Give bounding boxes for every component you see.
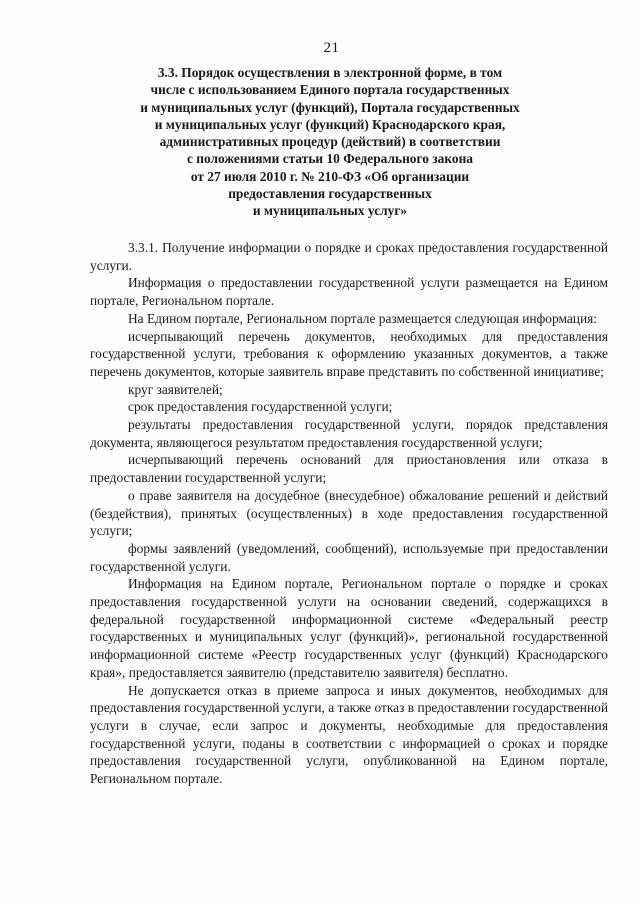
paragraph: Не допускается отказ в приеме запроса и иных документов, необходимых для предоставления государственной услуги, а также отказ в предоставлении государственной услуги в случае, если запрос и документы, необходимые для предоставления государственной услуги, поданы в соответствии с информацией о сроках и порядке предоставления государственной услуги, опубликованной на Едином портале, Региональном портале. [90,682,608,787]
document-body [90,239,608,788]
heading-line: от 27 июля 2010 г. № 210-ФЗ «Об организации [190,168,470,184]
paragraph: исчерпывающий перечень оснований для приостановления или отказа в предоставлении государственной услуги; [90,452,608,486]
paragraph: срок предоставления государственной услуги; [128,399,393,415]
heading-line: и муниципальных услуг (функций), Портала государственных [140,99,520,115]
paragraph: На Едином портале, Региональном портале размещается следующая информация: [128,310,597,326]
paragraph: формы заявлений (уведомлений, сообщений), используемые при предоставлении государственной услуги. [90,540,608,574]
heading-line: числе с использованием Единого портала государственных [150,82,510,98]
heading-line: и муниципальных услуг (функций) Краснодарского края, [154,116,506,132]
section-heading [120,64,540,220]
paragraph: 3.3.1. Получение информации о порядке и сроках предоставления государственной услуги. [90,240,608,273]
paragraph: исчерпывающий перечень документов, необходимых для предоставления государственной услуги, требования к оформлению указанных документов, а также перечень документов, которые заявитель вправе представить по собственной инициативе; [90,328,608,379]
heading-line: 3.3. Порядок осуществления в электронной форме, в том [157,65,503,80]
paragraph: круг заявителей; [128,381,223,397]
heading-line: и муниципальных услуг» [252,203,408,219]
paragraph: результаты предоставления государственной услуги, порядок представления документа, являющегося результатом предоставления государственной услуги; [90,417,608,450]
paragraph: Информация о предоставлении государственной услуги размещается на Едином портале, Региональном портале. [90,275,608,309]
heading-line: предоставления государственных [228,186,432,202]
paragraph: Информация на Едином портале, Региональном портале о порядке и сроках предоставления государственной услуги на основании сведений, содержащихся в федеральной государственной информационной системе «Федеральный реестр государственных и муниципальных услуг (функций)», региональной государственной информационной системе «Реестр государственных услуг (функций) Краснодарского края», предоставляется заявителю (представителю заявителя) бесплатно. [90,576,608,680]
page-number: 21 [323,40,340,56]
heading-line: административных процедур (действий) в соответствии [159,134,501,150]
paragraph: о праве заявителя на досудебное (внесудебное) обжалование решений и действий (бездействия), принятых (осуществленных) в ходе предоставления государственной услуги; [90,487,608,539]
heading-line: с положениями статьи 10 Федерального закона [187,151,473,167]
